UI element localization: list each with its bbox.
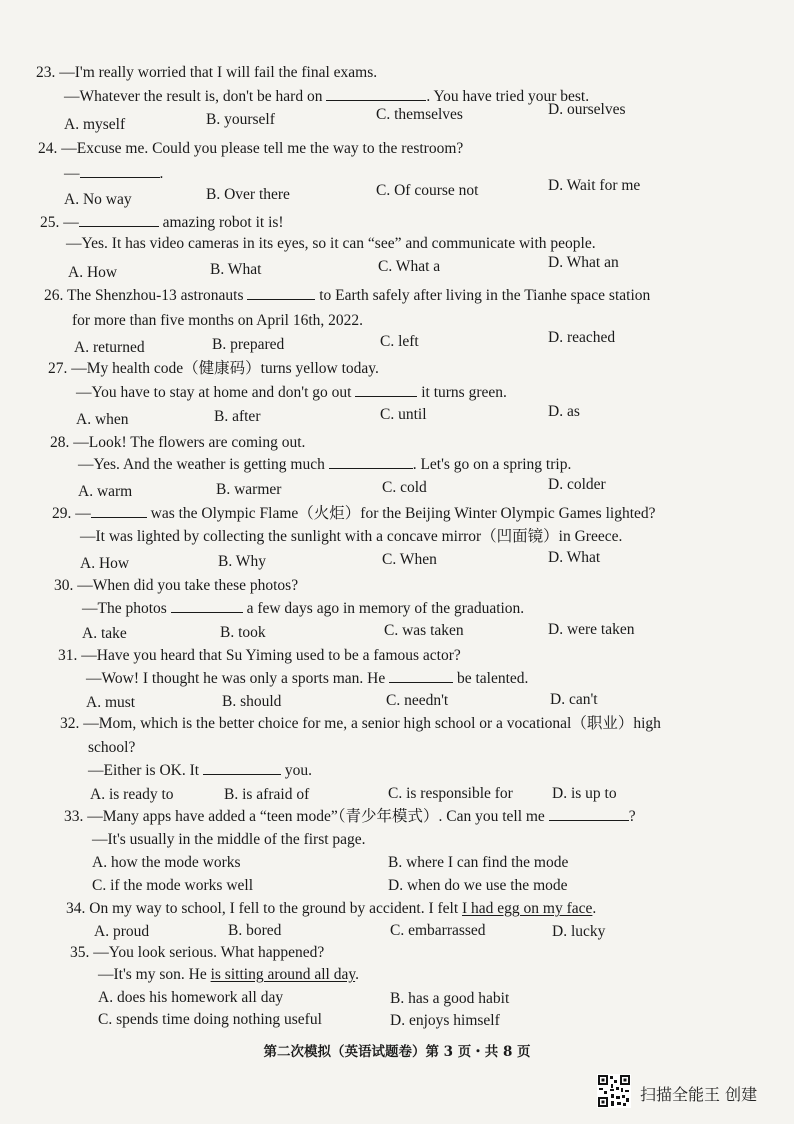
question-30-line1 bbox=[54, 575, 298, 597]
question-number: 33. bbox=[64, 808, 84, 825]
option-d: D. can't bbox=[550, 691, 598, 708]
question-text: you. bbox=[284, 762, 312, 779]
option-d: D. is up to bbox=[552, 785, 617, 802]
option-d: D. enjoys himself bbox=[390, 1012, 500, 1029]
option-d: D. What bbox=[548, 549, 601, 566]
option-c: C. if the mode works well bbox=[92, 877, 254, 894]
option-b: B. warmer bbox=[216, 481, 282, 498]
question-32-line1b: school? bbox=[88, 739, 136, 756]
question-text: —Have you heard that Su Yiming used to be a famous actor? bbox=[81, 647, 461, 664]
answer-blank bbox=[171, 598, 243, 613]
question-31-line2 bbox=[86, 668, 528, 690]
answer-blank bbox=[329, 454, 413, 469]
question-text: —Yes. And the weather is getting much bbox=[78, 456, 325, 473]
question-text: —Mom, which is the better choice for me, a senior high school or a vocational（职业）high bbox=[83, 715, 661, 732]
option-a: A. How bbox=[80, 555, 130, 572]
option-b: B. yourself bbox=[206, 111, 275, 128]
option-b: B. Why bbox=[218, 553, 266, 570]
question-28-line2 bbox=[78, 454, 571, 476]
option-c: C. until bbox=[380, 406, 427, 423]
question-text: . bbox=[592, 900, 597, 917]
question-text: — bbox=[63, 214, 79, 231]
option-b: B. where I can find the mode bbox=[388, 854, 569, 871]
option-d: D. as bbox=[548, 403, 580, 420]
question-34-line1 bbox=[66, 898, 596, 920]
answer-blank bbox=[326, 86, 426, 101]
option-a: A. myself bbox=[64, 116, 126, 133]
question-number: 29. bbox=[52, 505, 72, 522]
answer-blank bbox=[389, 668, 453, 683]
underlined-phrase: I had egg on my face bbox=[462, 900, 593, 917]
scanner-watermark: 扫描全能王 创建 bbox=[640, 1085, 758, 1104]
question-text: —Look! The flowers are coming out. bbox=[73, 434, 306, 451]
answer-blank bbox=[355, 382, 417, 397]
option-c: C. is responsible for bbox=[388, 785, 513, 802]
option-d: D. ourselves bbox=[548, 101, 626, 118]
option-d: D. lucky bbox=[552, 923, 606, 940]
underlined-phrase: is sitting around all day bbox=[210, 966, 356, 983]
question-35-line1 bbox=[70, 942, 324, 964]
question-number: 34. bbox=[66, 900, 86, 917]
question-30-line2 bbox=[82, 598, 524, 620]
question-32-line1 bbox=[60, 713, 661, 735]
option-a: A. How bbox=[68, 264, 118, 281]
question-text: be talented. bbox=[456, 670, 529, 687]
option-a: A. returned bbox=[74, 339, 145, 356]
question-text: —The photos bbox=[82, 600, 167, 617]
question-text: . Let's go on a spring trip. bbox=[412, 456, 572, 473]
option-a: A. when bbox=[76, 411, 129, 428]
question-26-line1 bbox=[44, 285, 650, 307]
option-b: B. is afraid of bbox=[224, 786, 310, 803]
option-c: C. cold bbox=[382, 479, 427, 496]
question-text: a few days ago in memory of the graduation. bbox=[246, 600, 525, 617]
question-number: 23. bbox=[36, 64, 56, 81]
question-text: On my way to school, I fell to the ground by accident. I felt bbox=[89, 900, 459, 917]
question-33-line1 bbox=[64, 806, 636, 828]
option-b: B. after bbox=[214, 408, 261, 425]
question-text: —Wow! I thought he was only a sports man. He bbox=[86, 670, 386, 687]
option-d: D. were taken bbox=[548, 621, 635, 638]
question-text: —You have to stay at home and don't go out bbox=[76, 384, 352, 401]
question-number: 35. bbox=[70, 944, 90, 961]
option-a: A. proud bbox=[94, 923, 150, 940]
question-text: to Earth safely after living in the Tianhe space station bbox=[319, 287, 651, 304]
option-c: C. When bbox=[382, 551, 437, 568]
option-b: B. bored bbox=[228, 922, 282, 939]
question-text: —Either is OK. It bbox=[88, 762, 200, 779]
question-number: 32. bbox=[60, 715, 80, 732]
question-text: ? bbox=[628, 808, 636, 825]
question-text: —My health code（健康码）turns yellow today. bbox=[71, 360, 379, 377]
option-b: B. has a good habit bbox=[390, 990, 510, 1007]
question-33-line2 bbox=[92, 829, 366, 851]
question-29-line1 bbox=[52, 503, 656, 525]
option-b: B. Over there bbox=[206, 186, 290, 203]
answer-blank bbox=[247, 285, 315, 300]
question-text: —Whatever the result is, don't be hard on bbox=[64, 88, 323, 105]
question-text: —I'm really worried that I will fail the final exams. bbox=[59, 64, 378, 81]
option-b: B. What bbox=[210, 261, 262, 278]
option-a: A. take bbox=[82, 625, 127, 642]
option-d: D. when do we use the mode bbox=[388, 877, 568, 894]
question-text: —Excuse me. Could you please tell me the way to the restroom? bbox=[61, 140, 464, 157]
question-text: amazing robot it is! bbox=[162, 214, 284, 231]
question-text: —You look serious. What happened? bbox=[93, 944, 325, 961]
option-b: B. took bbox=[220, 624, 266, 641]
question-text: was the Olympic Flame（火炬）for the Beijing Winter Olympic Games lighted? bbox=[150, 505, 656, 522]
question-number: 27. bbox=[48, 360, 68, 377]
option-a: A. how the mode works bbox=[92, 854, 241, 871]
question-text: —Many apps have added a “teen mode”（青少年模式）. Can you tell me bbox=[87, 808, 545, 825]
question-text: —It's my son. He bbox=[98, 966, 207, 983]
question-23-line2 bbox=[64, 86, 589, 108]
option-c: C. needn't bbox=[386, 692, 449, 709]
answer-blank bbox=[80, 163, 160, 178]
question-35-line2 bbox=[98, 964, 359, 986]
question-24-line1 bbox=[38, 138, 463, 160]
option-b: B. should bbox=[222, 693, 282, 710]
question-number: 30. bbox=[54, 577, 74, 594]
page-footer: 第二次模拟（英语试题卷）第 3 页・共 8 页 bbox=[263, 1044, 531, 1060]
answer-blank bbox=[79, 212, 159, 227]
question-text: —It was lighted by collecting the sunlight with a concave mirror（凹面镜）in Greece. bbox=[80, 528, 623, 545]
option-c: C. was taken bbox=[384, 622, 464, 639]
question-24-line2 bbox=[64, 163, 163, 185]
option-a: A. No way bbox=[64, 191, 132, 208]
option-c: C. themselves bbox=[376, 106, 463, 123]
option-a: A. is ready to bbox=[90, 786, 174, 803]
question-25-line1 bbox=[40, 212, 284, 234]
question-23-line1 bbox=[36, 62, 377, 84]
question-number: 28. bbox=[50, 434, 70, 451]
answer-blank bbox=[203, 760, 281, 775]
question-text: The Shenzhou-13 astronauts bbox=[66, 287, 244, 304]
answer-blank bbox=[549, 806, 629, 821]
option-d: D. What an bbox=[548, 254, 619, 271]
question-text: —It's usually in the middle of the first page. bbox=[92, 831, 366, 848]
option-c: C. What a bbox=[378, 258, 441, 275]
option-d: D. Wait for me bbox=[548, 177, 641, 194]
question-text: it turns green. bbox=[421, 384, 507, 401]
question-number: 26. bbox=[44, 287, 64, 304]
option-c: C. spends time doing nothing useful bbox=[98, 1011, 322, 1028]
question-26-line2 bbox=[72, 310, 363, 332]
option-c: C. Of course not bbox=[376, 182, 479, 199]
question-27-line1 bbox=[48, 358, 379, 380]
option-a: A. does his homework all day bbox=[98, 989, 284, 1006]
question-31-line1 bbox=[58, 645, 461, 667]
question-text: . bbox=[159, 165, 164, 182]
question-text: for more than five months on April 16th, 2022. bbox=[72, 312, 364, 329]
question-32-line2 bbox=[88, 760, 312, 782]
option-d: D. reached bbox=[548, 329, 616, 346]
question-25-line2 bbox=[66, 233, 596, 255]
option-d: D. colder bbox=[548, 476, 606, 493]
qr-code-icon bbox=[597, 1074, 631, 1108]
option-c: C. embarrassed bbox=[390, 922, 486, 939]
question-number: 31. bbox=[58, 647, 78, 664]
option-b: B. prepared bbox=[212, 336, 285, 353]
question-text: —Yes. It has video cameras in its eyes, so it can “see” and communicate with people. bbox=[66, 235, 596, 252]
question-27-line2 bbox=[76, 382, 507, 404]
option-a: A. warm bbox=[78, 483, 133, 500]
question-text: —When did you take these photos? bbox=[77, 577, 299, 594]
question-text: . bbox=[355, 966, 359, 983]
question-text: — bbox=[75, 505, 91, 522]
question-text: — bbox=[64, 165, 80, 182]
question-29-line2 bbox=[80, 526, 622, 548]
option-c: C. left bbox=[380, 333, 419, 350]
question-text: . You have tried your best. bbox=[426, 88, 590, 105]
option-a: A. must bbox=[86, 694, 136, 711]
question-28-line1 bbox=[50, 432, 305, 454]
question-number: 24. bbox=[38, 140, 58, 157]
answer-blank bbox=[91, 503, 147, 518]
question-number: 25. bbox=[40, 214, 60, 231]
